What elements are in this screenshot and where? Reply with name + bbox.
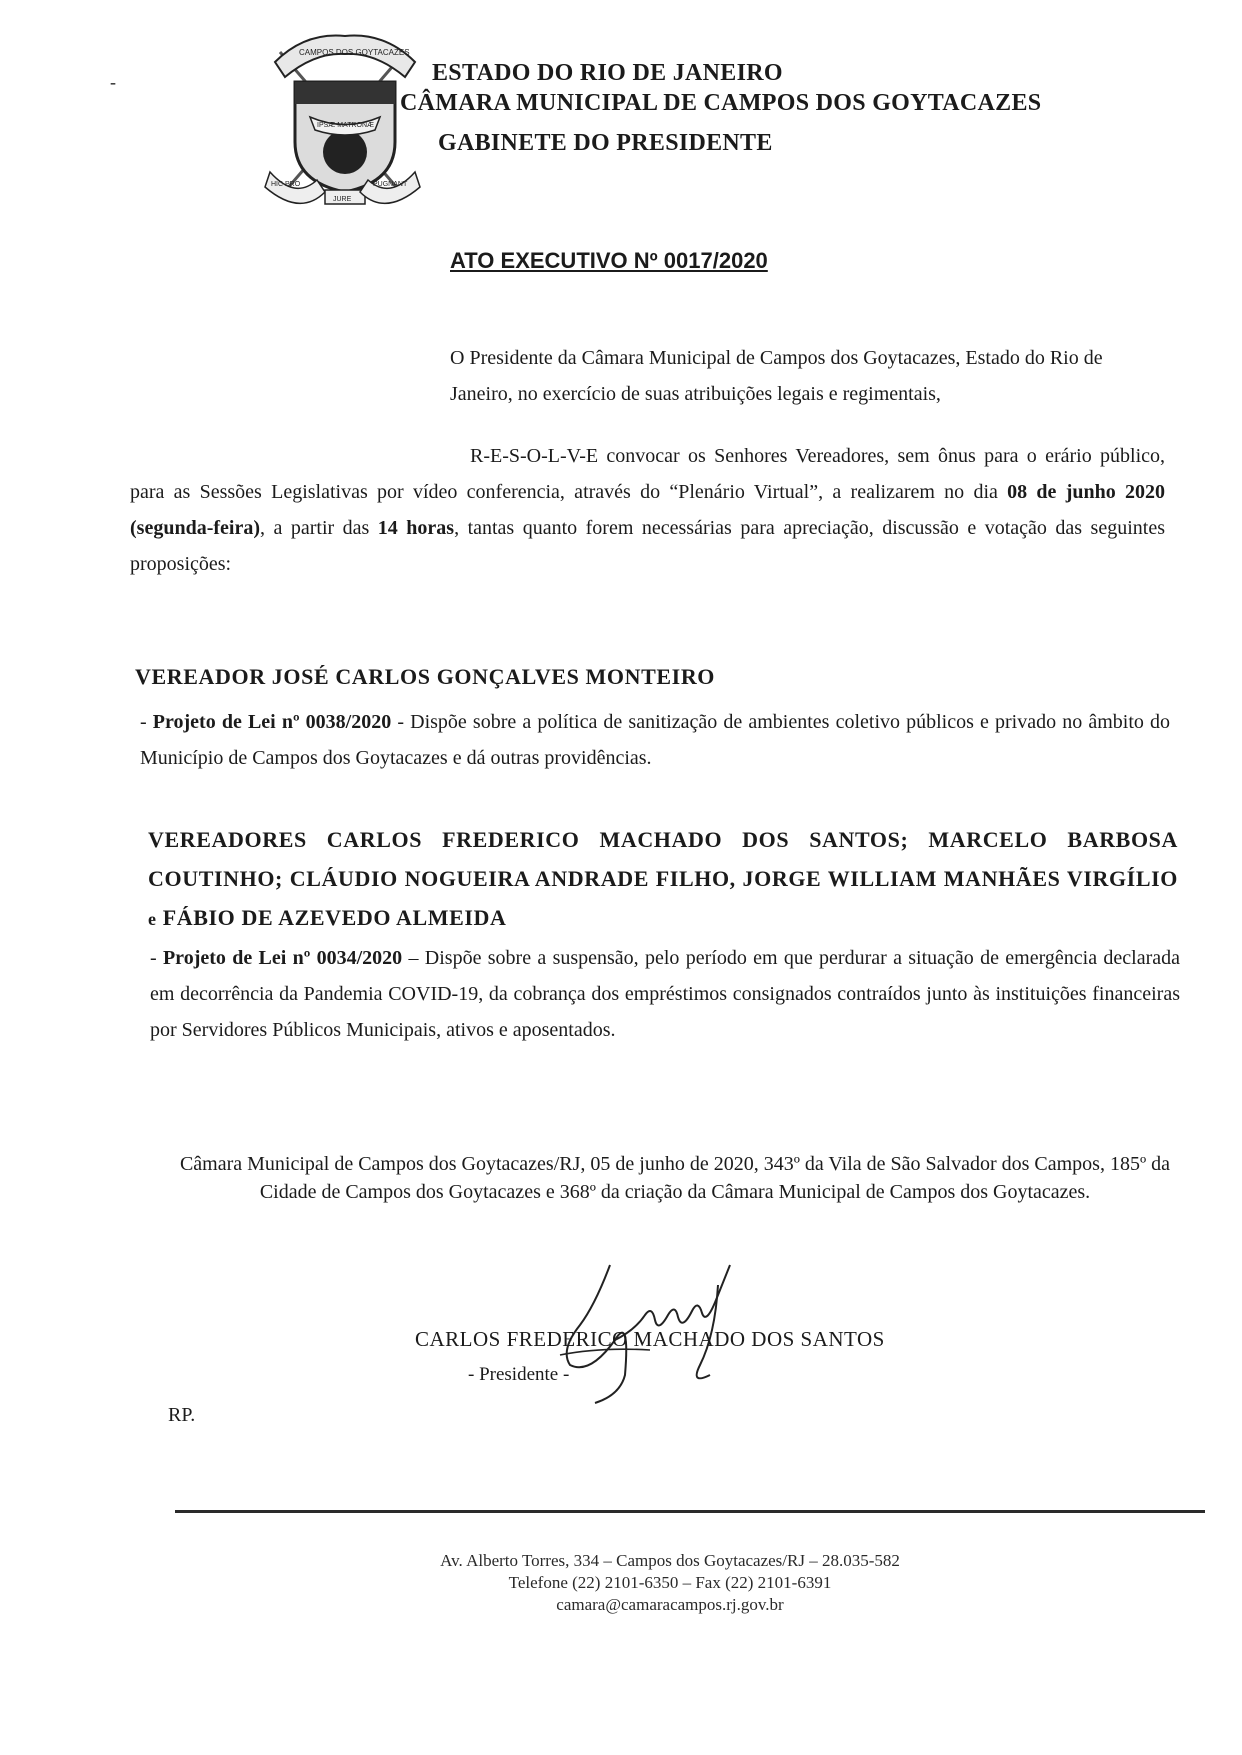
resolve-text-2: , a partir das <box>259 517 378 539</box>
signatory-role: - Presidente - <box>468 1364 570 1385</box>
resolve-text-1: R-E-S-O-L-V-E convocar os Senhores Vereadores, sem ônus para o erário público, para as Sessões Legislativas por vídeo conferencia, através do “Plenário Virtual”, a realizarem no dia <box>130 445 1165 503</box>
footer <box>340 1550 1000 1616</box>
section-1-prefix: - <box>140 711 153 733</box>
svg-text:IPSÆ MATRONÆ: IPSÆ MATRONÆ <box>317 122 375 129</box>
signatory-name: CARLOS FREDERICO MACHADO DOS SANTOS <box>415 1327 885 1351</box>
footer-divider <box>175 1510 1205 1513</box>
header-state: ESTADO DO RIO DE JANEIRO <box>432 60 783 86</box>
svg-text:JURE: JURE <box>333 196 352 203</box>
footer-email[interactable]: camara@camaracampos.rj.gov.br <box>556 1595 784 1614</box>
section-1-body <box>140 704 1170 776</box>
municipal-crest-logo <box>255 22 430 222</box>
svg-text:CAMPOS DOS GOYTACAZES: CAMPOS DOS GOYTACAZES <box>299 48 410 57</box>
section-2-authors-conj: e <box>148 909 157 929</box>
header-office: GABINETE DO PRESIDENTE <box>438 130 773 156</box>
section-2-bill: Projeto de Lei nº 0034/2020 <box>162 947 403 969</box>
svg-text:HIC PRO: HIC PRO <box>271 181 301 188</box>
session-time: 14 horas <box>377 517 455 539</box>
svg-text:PUGNANT: PUGNANT <box>373 181 408 188</box>
resolve-paragraph <box>130 438 1165 582</box>
section-1-description: - Dispõe sobre a política de sanitização de ambientes coletivo públicos e privado no âmbito do Município de Campos dos Goytacazes e dá outras providências. <box>140 711 1170 769</box>
section-2-authors-part1: VEREADORES CARLOS FREDERICO MACHADO DOS SANTOS; MARCELO BARBOSA COUTINHO; CLÁUDIO NOGUEIRA ANDRADE FILHO, JORGE WILLIAM MANHÃES VIRGÍLIO <box>148 827 1178 891</box>
footer-phone: Telefone (22) 2101-6350 – Fax (22) 2101-6391 <box>508 1573 832 1592</box>
section-2-prefix: - <box>150 947 163 969</box>
footer-address: Av. Alberto Torres, 334 – Campos dos Goytacazes/RJ – 28.035-582 <box>440 1551 900 1570</box>
session-date: 08 de junho 2020 (segunda-feira) <box>130 481 1165 539</box>
section-2-authors-part2: FÁBIO DE AZEVEDO ALMEIDA <box>156 905 507 930</box>
margin-mark: - <box>110 72 116 92</box>
section-2-body <box>150 940 1180 1048</box>
header-chamber: CÂMARA MUNICIPAL DE CAMPOS DOS GOYTACAZES <box>400 90 1042 116</box>
section-2-authors <box>148 820 1178 939</box>
section-1-author: VEREADOR JOSÉ CARLOS GONÇALVES MONTEIRO <box>135 664 716 689</box>
section-2-description: – Dispõe sobre a suspensão, pelo período em que perdurar a situação de emergência declarada em decorrência da Pandemia COVID-19, da cobrança dos empréstimos consignados contraídos junto às instituições financeiras por Servidores Públicos Municipais, ativos e aposentados. <box>150 947 1180 1041</box>
section-1-bill: Projeto de Lei nº 0038/2020 <box>152 711 392 733</box>
intro-paragraph: O Presidente da Câmara Municipal de Campos dos Goytacazes, Estado do Rio de Janeiro, no exercício de suas atribuições legais e regimentais, <box>450 347 1103 405</box>
resolve-text-3: , tantas quanto forem necessárias para apreciação, discussão e votação das seguintes proposições: <box>130 517 1165 575</box>
document-title: ATO EXECUTIVO Nº 0017/2020 <box>450 248 768 273</box>
closing-paragraph: Câmara Municipal de Campos dos Goytacazes/RJ, 05 de junho de 2020, 343º da Vila de São Salvador dos Campos, 185º da Cidade de Campos dos Goytacazes e 368º da criação da Câmara Municipal de Campos dos Goytacazes. <box>179 1153 1171 1203</box>
initials: RP. <box>168 1404 196 1426</box>
